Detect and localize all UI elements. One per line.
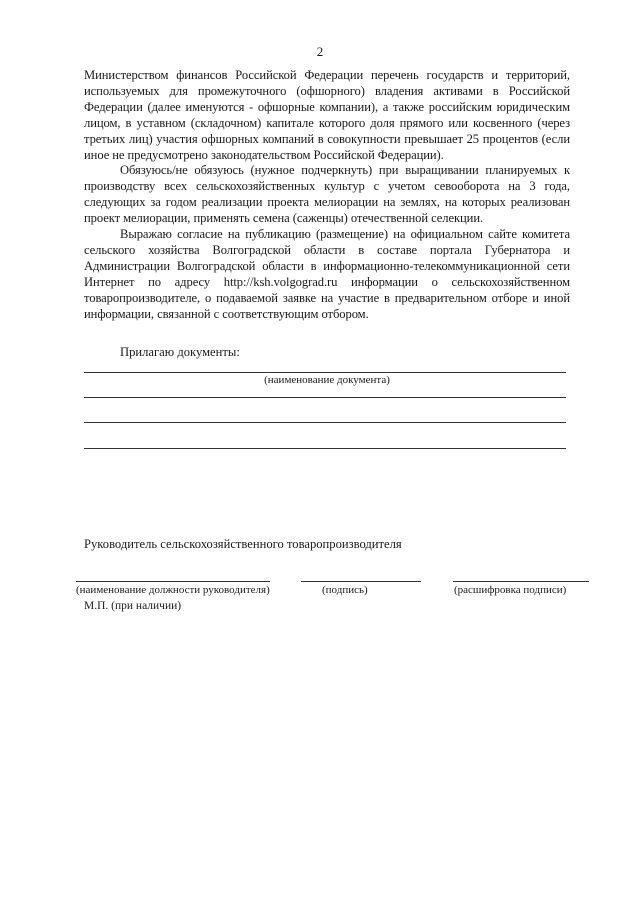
position-caption: (наименование должности руководителя) <box>76 584 270 596</box>
signature-caption: (подпись) <box>322 584 368 596</box>
paragraph-offshore: Министерством финансов Российской Федерации перечень государств и территорий, используемых для промежуточного (офшорного) владения активами в Российской Федерации (далее именуются - офшорные компании), а также российским юридическим лицом, в уставном (складочном) капитале которого доля прямого или косвенного (через третьих лиц) участия офшорных компаний в совокупности превышает 25 процентов (если иное не предусмотрено законодательством Российской Федерации). <box>84 68 570 162</box>
attachments-heading: Прилагаю документы: <box>120 345 240 359</box>
attachment-line-4 <box>84 448 566 449</box>
attachment-line-1 <box>84 372 566 373</box>
body-text <box>84 68 570 323</box>
decoding-caption: (расшифровка подписи) <box>454 584 567 596</box>
signature-line <box>301 581 421 582</box>
position-line <box>76 581 270 582</box>
stamp-note: М.П. (при наличии) <box>84 600 182 612</box>
paragraph-publication-consent: Выражаю согласие на публикацию (размещение) на официальном сайте комитета сельского хозяйства Волгоградской области в составе портала Губернатора и Администрации Волгоградской области в информационно-телекоммуникационной сети Интернет по адресу http://ksh.volgograd.ru информации о сельскохозяйственном товаропроизводителе, о подаваемой заявке на участие в предварительном отборе и иной информации, связанной с соответствующим отбором. <box>84 227 570 321</box>
paragraph-seeds-commitment: Обязуюсь/не обязуюсь (нужное подчеркнуть) при выращивании планируемых к производству всех сельскохозяйственных культур с учетом севооборота на 3 года, следующих за годом реализации проекта мелиорации на землях, на которых реализован проект мелиорации, применять семена (саженцы) отечественной селекции. <box>84 163 570 226</box>
decoding-line <box>453 581 589 582</box>
attachment-line-3 <box>84 422 566 423</box>
page-number: 2 <box>316 44 324 59</box>
head-title: Руководитель сельскохозяйственного товаропроизводителя <box>84 537 402 551</box>
attachment-line-2 <box>84 397 566 398</box>
attachment-caption: (наименование документа) <box>264 374 390 386</box>
